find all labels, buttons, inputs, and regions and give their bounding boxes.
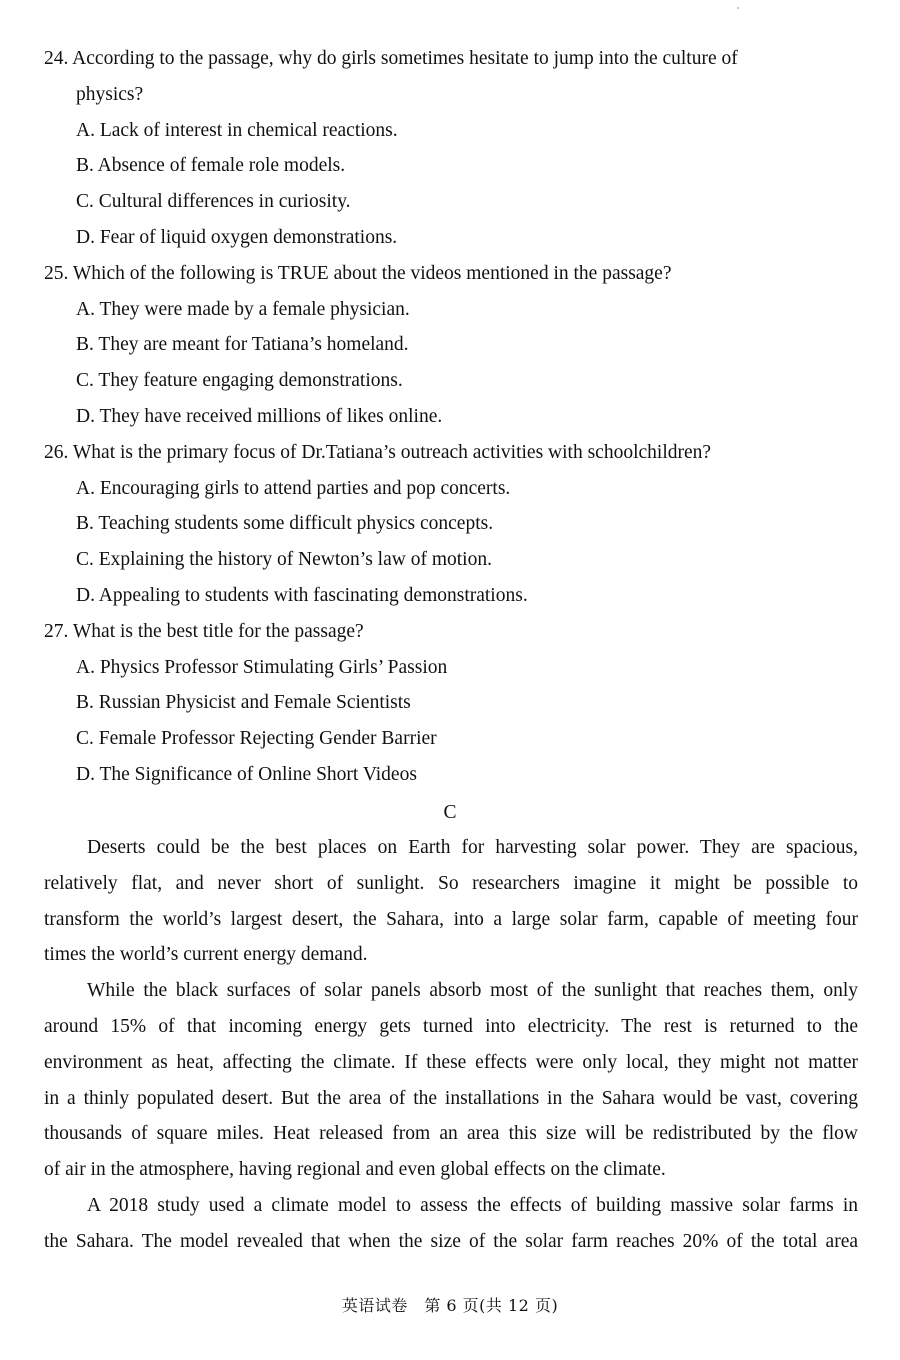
- passage-line: environment as heat, affecting the climate. If these effects were only local, they might not matter: [44, 1051, 858, 1073]
- questions-section: [44, 41, 860, 793]
- passage-line: the Sahara. The model revealed that when the size of the solar farm reaches 20% of the total area: [44, 1230, 858, 1252]
- option-c: C. Explaining the history of Newton’s law of motion.: [76, 549, 492, 571]
- option-a: A. They were made by a female physician.: [76, 298, 410, 320]
- page-footer: 英语试卷 第 6 页(共 12 页): [341, 1296, 559, 1315]
- section-heading: C: [443, 802, 457, 823]
- option-a: A. Physics Professor Stimulating Girls’ Passion: [76, 656, 448, 678]
- option-b: B. Absence of female role models.: [76, 155, 346, 177]
- reading-passage: [44, 830, 858, 1260]
- option-b: B. They are meant for Tatiana’s homeland.: [76, 334, 409, 356]
- passage-paragraph-1: [44, 830, 858, 973]
- passage-line: Deserts could be the best places on Earth for harvesting solar power. They are spacious,: [87, 837, 858, 858]
- question-24: [44, 41, 860, 256]
- passage-paragraph-3: [44, 1188, 858, 1260]
- option-d: D. The Significance of Online Short Videos: [76, 763, 417, 785]
- passage-line: A 2018 study used a climate model to assess the effects of building massive solar farms in: [87, 1194, 858, 1216]
- option-d: D. They have received millions of likes online.: [76, 405, 443, 427]
- question-stem: 26. What is the primary focus of Dr.Tatiana’s outreach activities with schoolchildren?: [44, 441, 712, 463]
- question-stem-continued: physics?: [76, 83, 144, 105]
- question-25: [44, 256, 860, 435]
- question-26: [44, 435, 860, 614]
- option-b: B. Teaching students some difficult physics concepts.: [76, 513, 494, 535]
- passage-line: While the black surfaces of solar panels absorb most of the sunlight that reaches them, only: [87, 980, 858, 1002]
- question-stem: 24. According to the passage, why do girls sometimes hesitate to jump into the culture of: [44, 48, 738, 69]
- option-c: C. Female Professor Rejecting Gender Barrier: [76, 728, 437, 750]
- option-c: C. They feature engaging demonstrations.: [76, 370, 403, 392]
- passage-paragraph-2: [44, 973, 858, 1188]
- scan-speck: [737, 7, 739, 9]
- question-stem: 25. Which of the following is TRUE about the videos mentioned in the passage?: [44, 262, 672, 284]
- question-27: [44, 614, 860, 793]
- option-b: B. Russian Physicist and Female Scientists: [76, 692, 411, 714]
- passage-line: of air in the atmosphere, having regional and even global effects on the climate.: [44, 1159, 666, 1181]
- passage-line: times the world’s current energy demand.: [44, 944, 368, 966]
- option-d: D. Appealing to students with fascinating demonstrations.: [76, 584, 528, 606]
- passage-line: relatively flat, and never short of sunlight. So researchers imagine it might be possible to: [44, 872, 858, 894]
- passage-line: thousands of square miles. Heat released from an area this size will be redistributed by the flow: [44, 1123, 858, 1145]
- option-d: D. Fear of liquid oxygen demonstrations.: [76, 226, 398, 248]
- question-stem: 27. What is the best title for the passage?: [44, 620, 364, 642]
- passage-line: transform the world’s largest desert, the Sahara, into a large solar farm, capable of meeting four: [44, 908, 858, 930]
- passage-line: around 15% of that incoming energy gets turned into electricity. The rest is returned to the: [44, 1015, 858, 1037]
- passage-line: in a thinly populated desert. But the area of the installations in the Sahara would be vast, covering: [44, 1087, 858, 1109]
- option-a: A. Lack of interest in chemical reactions.: [76, 119, 398, 141]
- option-a: A. Encouraging girls to attend parties and pop concerts.: [76, 477, 511, 499]
- option-c: C. Cultural differences in curiosity.: [76, 191, 351, 213]
